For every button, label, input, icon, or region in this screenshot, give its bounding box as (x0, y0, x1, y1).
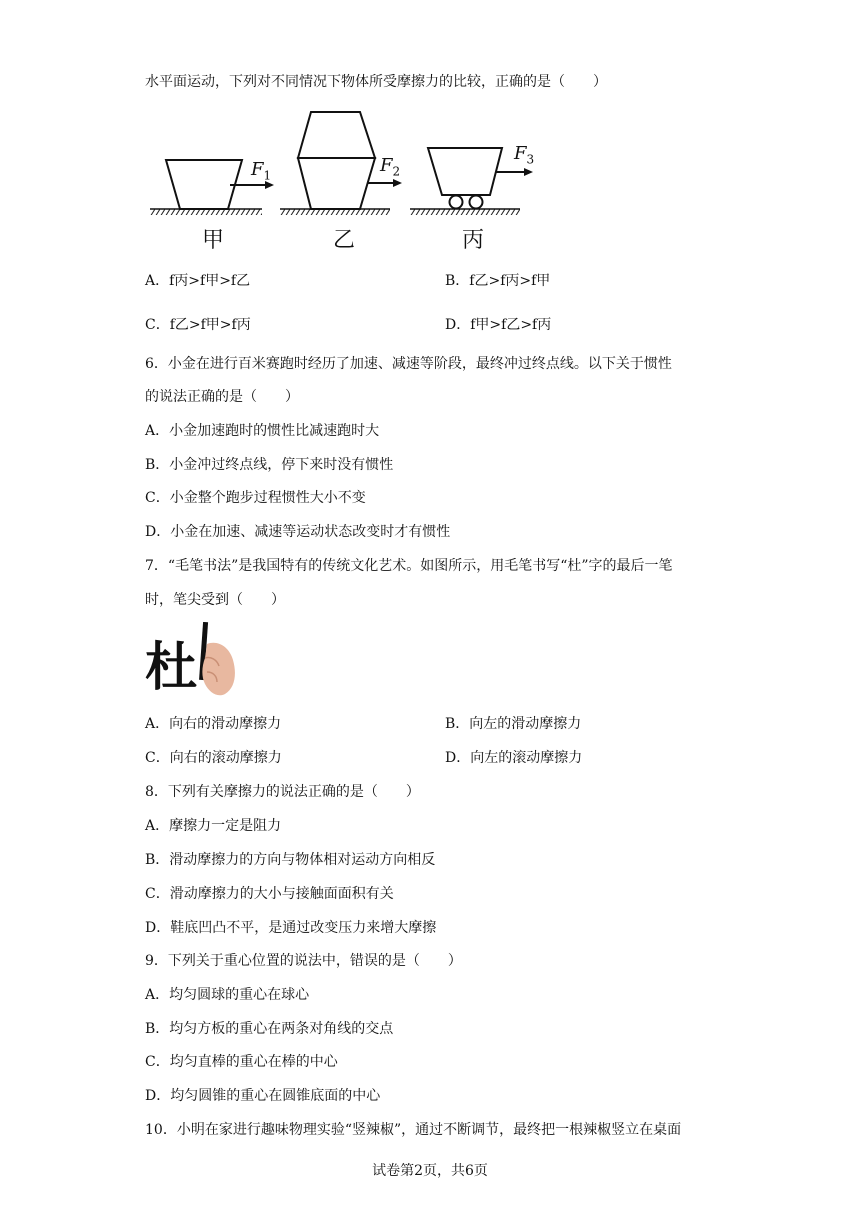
q8-option-b: B．滑动摩擦力的方向与物体相对运动方向相反 (145, 852, 436, 868)
calligraphy-image (145, 622, 240, 697)
q6-option-c: C．小金整个跑步过程惯性大小不变 (145, 490, 366, 506)
q6-stem-line2: 的说法正确的是（ ） (145, 389, 299, 405)
calligraphy-character: 杜 (145, 638, 198, 698)
q10-stem-line1: 10．小明在家进行趣味物理实验“竖辣椒”，通过不断调节，最终把一根辣椒竖立在桌面 (145, 1122, 682, 1138)
force-label-f2: $F_2$ (380, 155, 401, 179)
q7-stem-line2: 时，笔尖受到（ ） (145, 592, 285, 608)
q6-option-a: A．小金加速跑时的惯性比减速跑时大 (145, 423, 380, 439)
q7-option-c: C．向右的滚动摩擦力 (145, 750, 282, 766)
brush-hand-icon (145, 622, 240, 697)
force-label-f1: $F_1$ (251, 159, 272, 183)
q8-option-d: D．鞋底凹凸不平，是通过改变压力来增大摩擦 (145, 920, 437, 936)
friction-figure (140, 105, 540, 253)
q7-option-d: D．向左的滚动摩擦力 (445, 750, 583, 766)
q9-stem: 9．下列关于重心位置的说法中，错误的是（ ） (145, 953, 462, 969)
q9-option-a: A．均匀圆球的重心在球心 (145, 987, 310, 1003)
q5-option-a: A．f丙>f甲>f乙 (145, 273, 251, 289)
q6-option-b: B．小金冲过终点线，停下来时没有惯性 (145, 457, 394, 473)
q7-stem-line1: 7．“毛笔书法”是我国特有的传统文化艺术。如图所示，用毛笔书写“杜”字的最后一笔 (145, 558, 673, 574)
q5-option-b: B．f乙>f丙>f甲 (445, 273, 551, 289)
q9-option-d: D．均匀圆锥的重心在圆锥底面的中心 (145, 1088, 381, 1104)
q5-option-c: C．f乙>f甲>f丙 (145, 317, 251, 333)
q8-option-c: C．滑动摩擦力的大小与接触面面积有关 (145, 886, 394, 902)
q6-stem-line1: 6．小金在进行百米赛跑时经历了加速、减速等阶段，最终冲过终点线。以下关于惯性 (145, 356, 672, 372)
figure-label-bing: 丙 (462, 228, 485, 253)
figure-label-jia: 甲 (202, 228, 225, 253)
page-footer: 试卷第2页，共6页 (372, 1163, 488, 1179)
q7-option-a: A．向右的滑动摩擦力 (145, 716, 282, 732)
q5-stem-tail: 水平面运动，下列对不同情况下物体所受摩擦力的比较，正确的是（ ） (145, 74, 607, 90)
q8-option-a: A．摩擦力一定是阻力 (145, 818, 282, 834)
q5-option-d: D．f甲>f乙>f丙 (445, 317, 552, 333)
q9-option-b: B．均匀方板的重心在两条对角线的交点 (145, 1021, 394, 1037)
q9-option-c: C．均匀直棒的重心在棒的中心 (145, 1054, 338, 1070)
figure-label-yi: 乙 (333, 228, 356, 253)
q6-option-d: D．小金在加速、减速等运动状态改变时才有惯性 (145, 524, 451, 540)
q7-option-b: B．向左的滑动摩擦力 (445, 716, 582, 732)
force-label-f3: $F_3$ (514, 143, 535, 167)
q8-stem: 8．下列有关摩擦力的说法正确的是（ ） (145, 784, 420, 800)
